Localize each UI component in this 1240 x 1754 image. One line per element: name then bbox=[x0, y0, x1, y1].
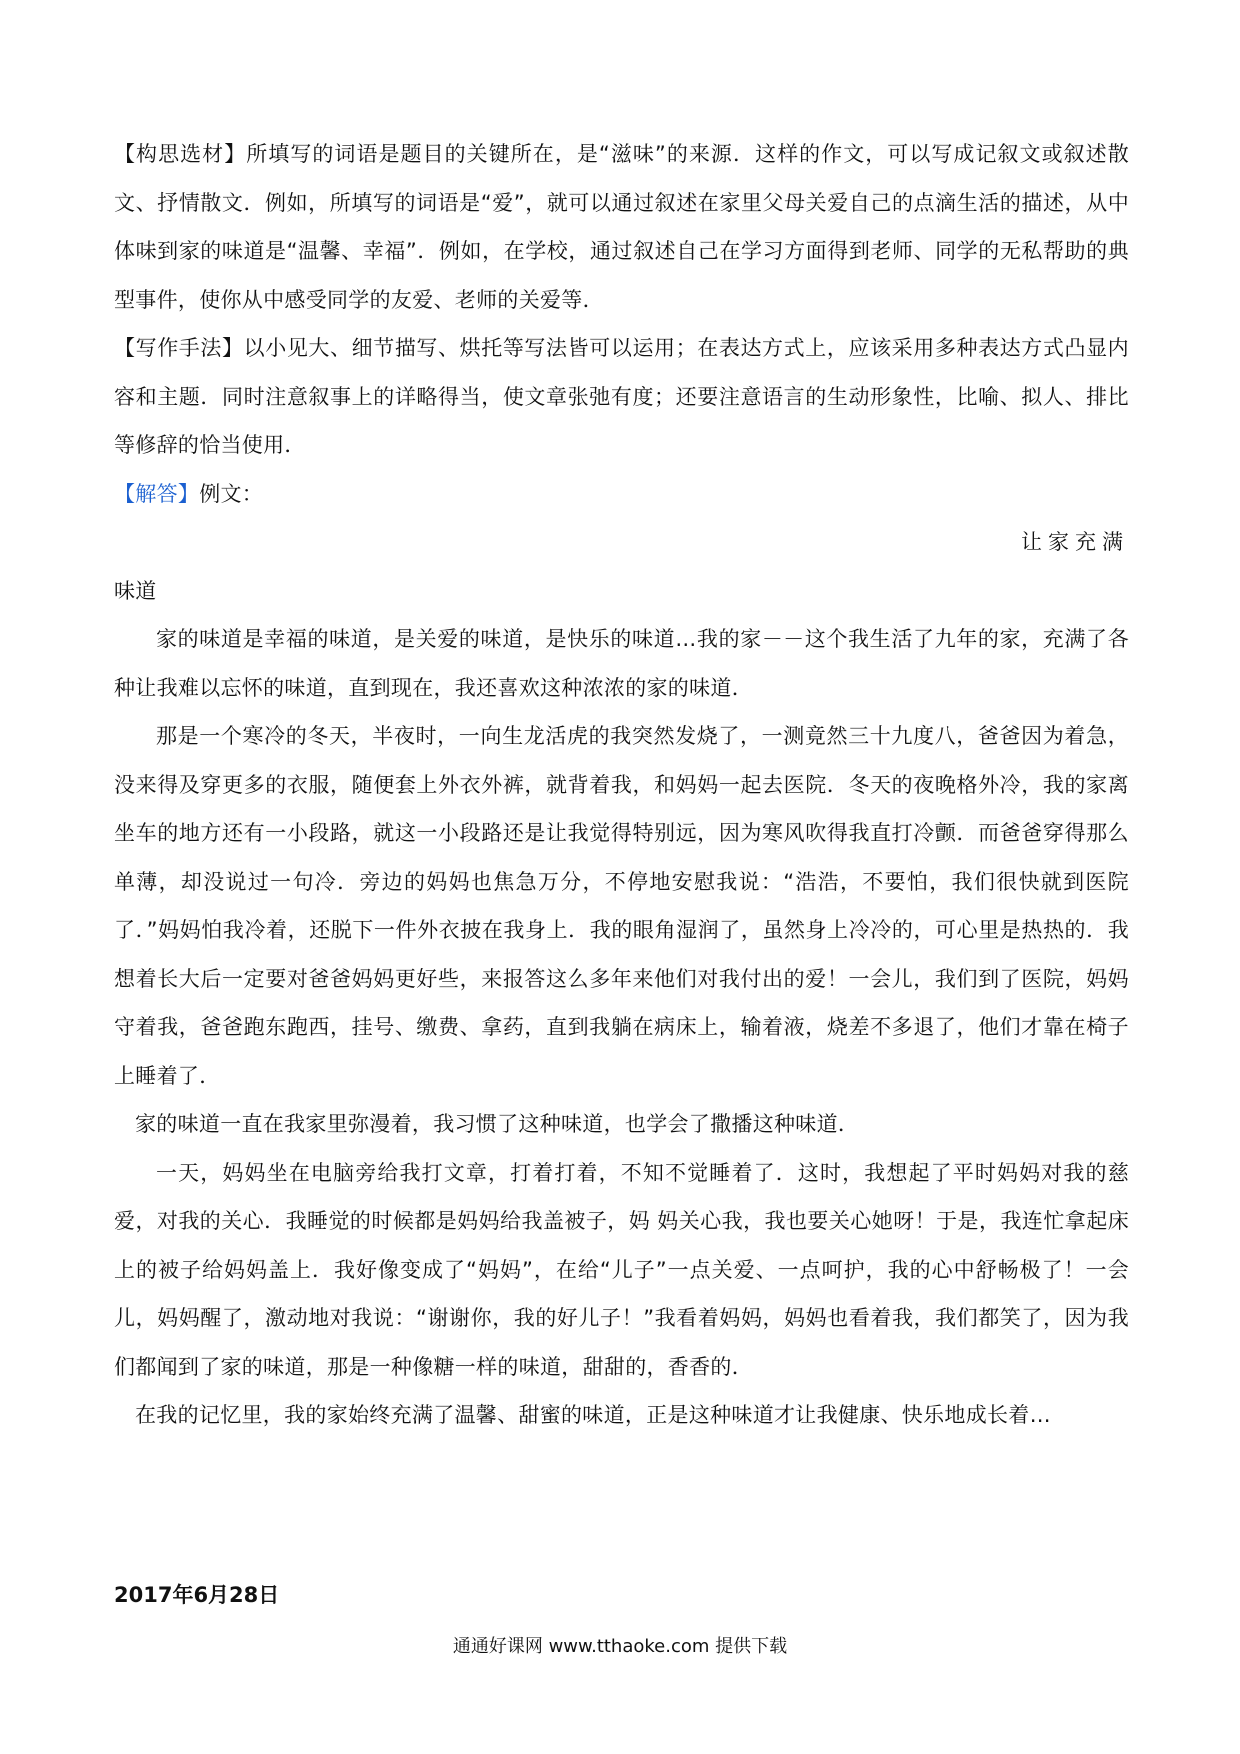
essay-paragraph: 那是一个寒冷的冬天，半夜时，一向生龙活虎的我突然发烧了，一测竟然三十九度八，爸爸因为着急，没来得及穿更多的衣服，随便套上外衣外裤，就背着我，和妈妈一起去医院．冬天的夜晚格外冷，我的家离坐车的地方还有一小段路，就这一小段路还是让我觉得特别远，因为寒风吹得我直打冷颤．而爸爸穿得那么单薄，却没说过一句冷．旁边的妈妈也焦急万分，不停地安慰我说：“浩浩，不要怕，我们很快就到医院了．”妈妈怕我冷着，还脱下一件外衣披在我身上．我的眼角湿润了，虽然身上冷冷的，可心里是热热的．我想着长大后一定要对爸爸妈妈更好些，来报答这么多年来他们对我付出的爱！一会儿，我们到了医院，妈妈守着我，爸爸跑东跑西，挂号、缴费、拿药，直到我躺在病床上，输着液，烧差不多退了，他们才靠在椅子上睡着了． bbox=[114, 724, 1129, 1088]
essay-paragraph: 一天，妈妈坐在电脑旁给我打文章，打着打着，不知不觉睡着了．这时，我想起了平时妈妈对我的慈爱，对我的关心．我睡觉的时候都是妈妈给我盖被子，妈 妈关心我，我也要关心她呀！于是，我连忙拿起床上的被子给妈妈盖上．我好像变成了“妈妈”，在给“儿子”一点关爱、一点呵护，我的心中舒畅极了！一会儿，妈妈醒了，激动地对我说：“谢谢你，我的好儿子！”我看着妈妈，妈妈也看着我，我们都笑了，因为我们都闻到了家的味道，那是一种像糖一样的味道，甜甜的，香香的． bbox=[114, 1160, 1129, 1379]
essay-title-part1: 让家充满 bbox=[1021, 530, 1129, 554]
essay-paragraph: 在我的记忆里，我的家始终充满了温馨、甜蜜的味道，正是这种味道才让我健康、快乐地成长着… bbox=[135, 1403, 1051, 1427]
answer-line bbox=[114, 470, 1129, 519]
answer-text: 例文： bbox=[199, 481, 264, 506]
technique-paragraph: 【写作手法】以小见大、细节描写、烘托等写法皆可以运用；在表达方式上，应该采用多种表达方式凸显内容和主题．同时注意叙事上的详略得当，使文章张弛有度；还要注意语言的生动形象性，比喻、拟人、排比等修辞的恰当使用． bbox=[114, 336, 1129, 457]
answer-label: 【解答】 bbox=[114, 481, 200, 506]
page-footer: 通通好课网 www.tthaoke.com 提供下载 bbox=[452, 1636, 788, 1657]
essay-paragraph: 家的味道是幸福的味道，是关爱的味道，是快乐的味道…我的家－－这个我生活了九年的家，充满了各种让我难以忘怀的味道，直到现在，我还喜欢这种浓浓的家的味道． bbox=[114, 627, 1129, 700]
essay-paragraph: 家的味道一直在我家里弥漫着，我习惯了这种味道，也学会了撒播这种味道． bbox=[135, 1112, 860, 1136]
document-date: 2017年6月28日 bbox=[114, 1583, 280, 1607]
essay-title-part2: 味道 bbox=[114, 578, 157, 603]
document-body bbox=[114, 130, 1129, 1440]
structure-paragraph: 【构思选材】所填写的词语是题目的关键所在，是“滋味”的来源．这样的作文，可以写成记叙文或叙述散文、抒情散文．例如，所填写的词语是“爱”，就可以通过叙述在家里父母关爱自己的点滴生活的描述，从中体味到家的味道是“温馨、幸福”．例如，在学校，通过叙述自己在学习方面得到老师、同学的无私帮助的典型事件，使你从中感受同学的友爱、老师的关爱等． bbox=[114, 142, 1129, 312]
